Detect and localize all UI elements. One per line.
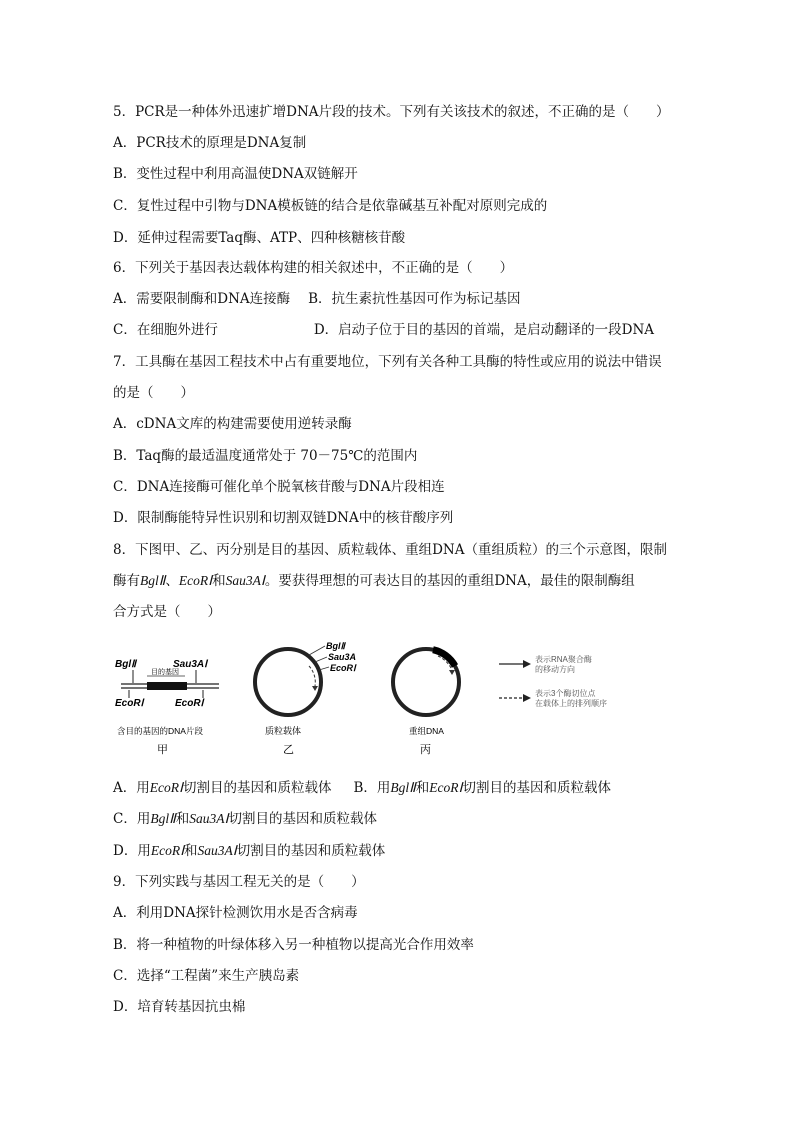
inserted-gene [433, 650, 455, 666]
q7-option-a: A．cDNA文库的构建需要使用逆转录酶 [113, 416, 352, 432]
legend-solid-arrowhead [523, 660, 531, 668]
q5-option-d: D．延伸过程需要Taq酶、ATP、四种核糖核苷酸 [113, 230, 406, 246]
yi-bgl-pointer [309, 646, 325, 655]
plasmid-ring-inner [259, 653, 317, 711]
yi-caption: 质粒载体 [265, 726, 302, 736]
plasmid-ring [255, 649, 321, 715]
enzyme-eco: EcoRⅠ [178, 573, 213, 588]
q8-b-pre: B．用 [353, 780, 391, 796]
q8-option-c [113, 809, 377, 829]
q8-d-enzyme2: Sau3AⅠ [197, 843, 237, 858]
q6-stem: 6．下列关于基因表达载体构建的相关叙述中，不正确的是（ ） [113, 260, 514, 276]
q8-b-post: 切割目的基因和质粒载体 [462, 780, 612, 796]
enzyme-bgl: BglⅡ [140, 573, 166, 588]
jia-eco1-label: EcoRⅠ [115, 698, 144, 709]
q8-stem-line1: 8．下图甲、乙、丙分别是目的基因、质粒载体、重组DNA（重组质粒）的三个示意图，限制 [113, 542, 667, 558]
jia-eco2-label: EcoRⅠ [175, 698, 204, 709]
q8-option-d [113, 841, 385, 861]
q8-c-post: 切割目的基因和质粒载体 [228, 811, 377, 827]
q8-c-enzyme2: Sau3AⅠ [189, 811, 229, 826]
q9-option-b: B．将一种植物的叶绿体移入另一种植物以提高光合作用效率 [113, 937, 474, 953]
legend2-line1: 表示3个酶切位点 [535, 689, 596, 698]
jia-caption: 含目的基因的DNA片段 [117, 726, 203, 736]
yi-eco-pointer [319, 667, 329, 670]
jia-bgl-label: BglⅡ [115, 659, 137, 670]
q8-d-mid: 和 [184, 843, 198, 859]
separator: 、 [165, 573, 179, 589]
q8-a-post: 切割目的基因和质粒载体 [182, 780, 332, 796]
yi-eco-label: EcoRⅠ [330, 663, 356, 673]
q5-option-b: B．变性过程中利用高温使DNA双链解开 [113, 166, 358, 182]
q8-b-mid: 和 [415, 780, 430, 796]
q8-stem-text-2: 。要获得理想的可表达目的基因的重组DNA，最佳的限制酶组 [264, 573, 635, 589]
q9-option-a: A．利用DNA探针检测饮用水是否含病毒 [113, 905, 358, 921]
q7-option-d: D．限制酶能特异性识别和切割双链DNA中的核苷酸序列 [113, 510, 454, 526]
target-gene-block [147, 682, 187, 690]
q8-c-mid: 和 [175, 811, 190, 827]
q8-stem-line2 [113, 571, 635, 591]
q6-option-d: D．启动子位于目的基因的首端，是启动翻译的一段DNA [313, 322, 655, 338]
q7-stem-line1: 7．工具酶在基因工程技术中占有重要地位，下列有关各种工具酶的特性或应用的说法中错误 [113, 354, 662, 370]
q8-d-pre: D．用 [113, 843, 151, 859]
q8-d-enzyme1: EcoRⅠ [150, 843, 185, 858]
q8-c-enzyme1: BglⅡ [150, 811, 176, 826]
q8-stem-text: 酶有 [113, 573, 140, 589]
yi-arrowhead [312, 686, 318, 691]
q7-option-c: C．DNA连接酶可催化单个脱氧核苷酸与DNA片段相连 [113, 479, 445, 495]
legend1-line2: 的移动方向 [535, 665, 575, 674]
q5-option-a: A．PCR技术的原理是DNA复制 [113, 135, 307, 151]
q8-options-ab [113, 778, 611, 798]
q8-b-enzyme2: EcoRⅠ [429, 780, 463, 795]
q9-option-d: D．培育转基因抗虫棉 [113, 999, 246, 1015]
q7-option-b: B．Taq酶的最适温度通常处于 70－75℃的范围内 [113, 448, 418, 464]
bing-caption: 重组DNA [409, 726, 444, 736]
jia-label: 甲 [157, 744, 168, 756]
bing-label: 丙 [420, 744, 431, 756]
q7-stem-line2: 的是（ ） [113, 385, 194, 401]
q9-option-c: C．选择“工程菌”来生产胰岛素 [113, 968, 300, 984]
enzyme-sau: Sau3AⅠ [225, 573, 265, 588]
figure-legend [499, 654, 607, 708]
legend2-line2: 在载体上的排列顺序 [535, 699, 607, 708]
jia-gene-label: 目的基因 [151, 669, 179, 676]
q8-b-enzyme1: BglⅡ [390, 780, 416, 795]
figure-yi [255, 641, 357, 756]
yi-label: 乙 [283, 744, 294, 756]
q5-option-c: C．复性过程中引物与DNA模板链的结合是依靠碱基互补配对原则完成的 [113, 198, 548, 214]
q8-a-pre: A．用 [113, 780, 150, 796]
q8-stem-line3: 合方式是（ ） [113, 604, 221, 620]
q6-option-b: B．抗生素抗性基因可作为标记基因 [308, 291, 521, 307]
q8-figure [113, 640, 653, 765]
q8-diagram [113, 640, 653, 765]
jia-sau-label: Sau3AⅠ [173, 659, 208, 670]
yi-sau-label: Sau3A [328, 652, 357, 662]
q6-option-c: C．在细胞外进行 [113, 322, 218, 338]
figure-bing [393, 649, 459, 756]
legend-dashed-arrowhead [523, 694, 531, 702]
q6-option-a: A．需要限制酶和DNA连接酶 [113, 291, 291, 307]
q8-a-enzyme: EcoRⅠ [149, 780, 183, 795]
legend1-line1: 表示RNA聚合酶 [535, 655, 592, 664]
yi-sau-pointer [315, 657, 327, 662]
q5-stem: 5．PCR是一种体外迅速扩增DNA片段的技术。下列有关该技术的叙述，不正确的是（ ） [113, 104, 670, 120]
q8-c-pre: C．用 [113, 811, 151, 827]
q9-stem: 9．下列实践与基因工程无关的是（ ） [113, 874, 365, 890]
q6-options-ab [113, 289, 521, 309]
q6-options-cd [113, 320, 654, 340]
figure-jia [115, 659, 219, 756]
conjunction: 和 [212, 573, 226, 589]
yi-bgl-label: BglⅡ [326, 641, 345, 651]
q8-d-post: 切割目的基因和质粒载体 [236, 843, 386, 859]
